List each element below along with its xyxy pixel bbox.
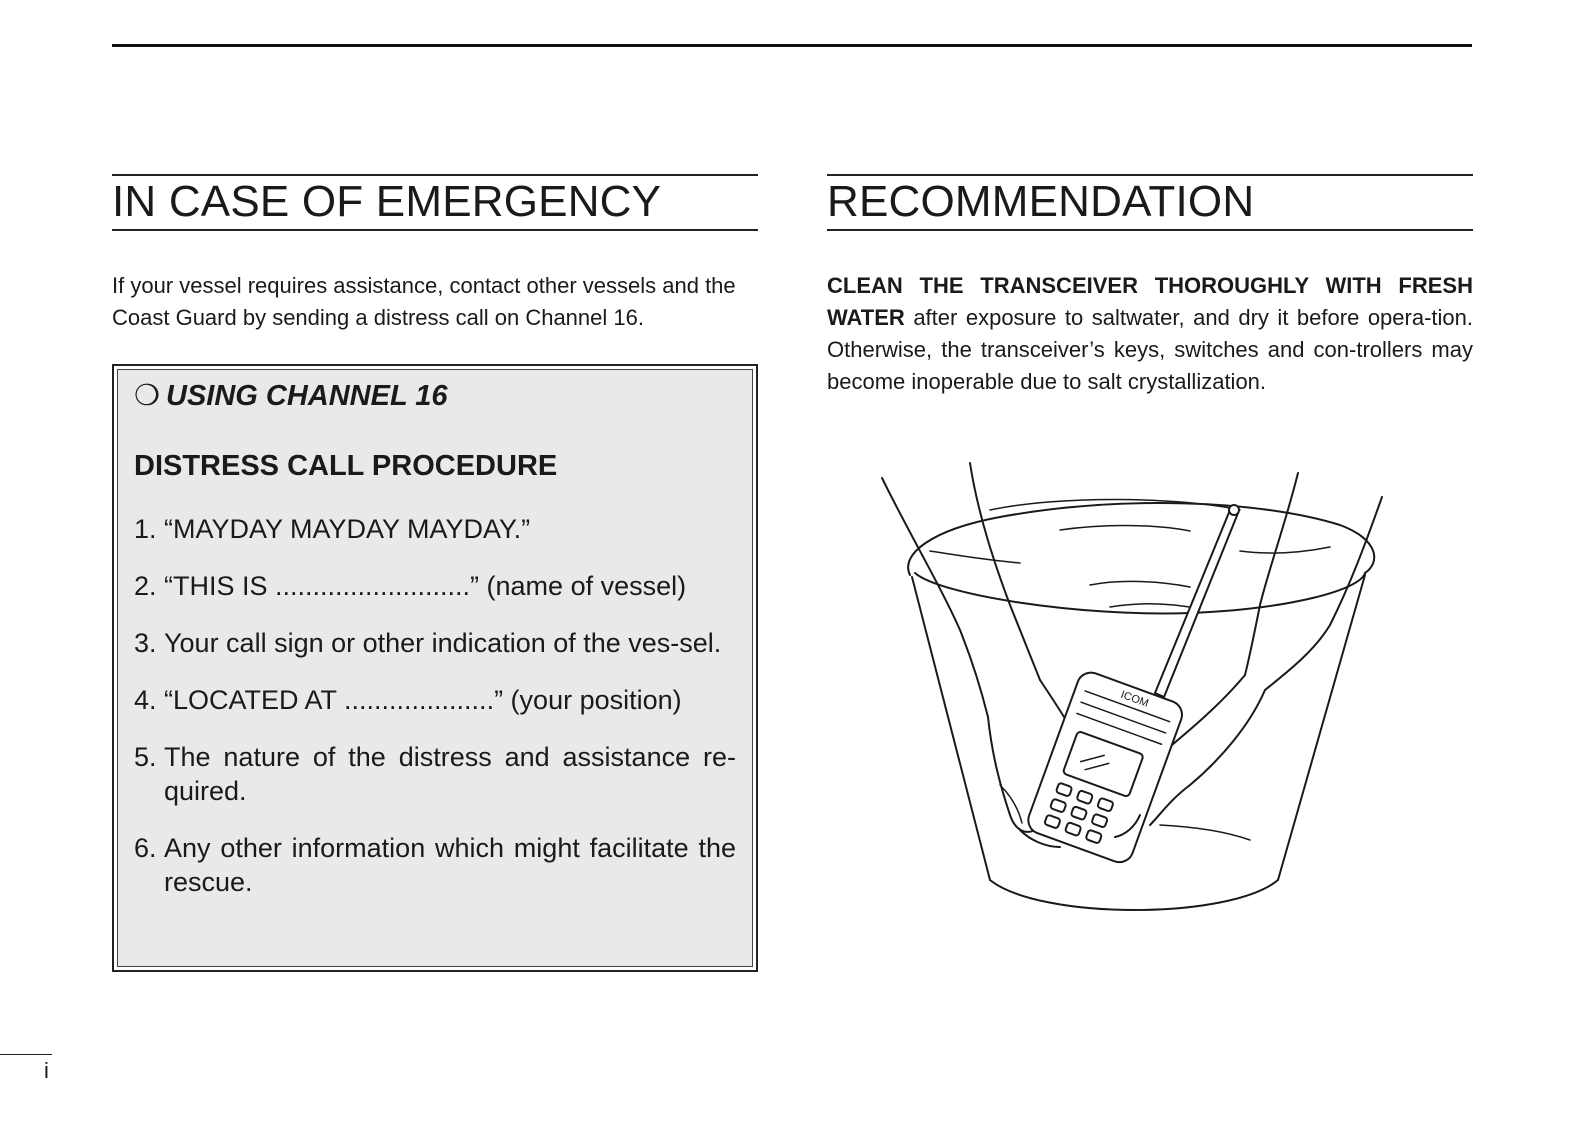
step-number: 6. (134, 833, 157, 863)
distress-procedure-heading: DISTRESS CALL PROCEDURE (134, 450, 558, 482)
step-text: “LOCATED AT ....................” (your position) (164, 685, 682, 715)
step-text: “MAYDAY MAYDAY MAYDAY.” (164, 514, 531, 544)
bucket-inner-line (1160, 825, 1250, 840)
bucket-right-wall (1278, 575, 1365, 880)
emergency-intro: If your vessel requires assistance, contact other vessels and the Coast Guard by sending a distress call on Channel 16. (112, 273, 736, 330)
water-line (1090, 581, 1190, 587)
emergency-title: IN CASE OF EMERGENCY (112, 174, 758, 231)
distress-call-box (112, 364, 758, 972)
list-item (134, 831, 736, 899)
recommendation-title: RECOMMENDATION (827, 174, 1473, 231)
left-arm (970, 463, 1040, 680)
step-number: 1. (134, 514, 157, 544)
page-number-rule (0, 1054, 52, 1055)
water-ripple (930, 551, 1020, 563)
list-item (134, 740, 736, 808)
transceiver-brand-label: ICOM (1119, 688, 1151, 710)
recommendation-bold-lead: CLEAN THE TRANSCEIVER THOROUGHLY WITH FRESH WATER (827, 273, 1473, 330)
right-arm (1245, 473, 1298, 675)
bucket-rim-inner (915, 573, 1365, 613)
left-arm (882, 478, 988, 717)
step-number: 2. (134, 571, 157, 601)
transceiver-washing-illustration (860, 455, 1420, 945)
water-ripple (1240, 547, 1330, 553)
transceiver (1024, 669, 1186, 866)
channel-16-heading (134, 376, 736, 416)
step-number: 4. (134, 685, 157, 715)
recommendation-text (827, 270, 1473, 398)
bucket-bottom (990, 880, 1278, 910)
page-number: i (44, 1058, 49, 1083)
distress-call-box-inner (117, 369, 753, 967)
step-text: Any other information which might facilitate the rescue. (164, 833, 736, 897)
transceiver-antenna (1155, 510, 1238, 697)
step-text: Your call sign or other indication of the ves-sel. (164, 628, 722, 658)
recommendation-body: after exposure to saltwater, and dry it before opera-tion. Otherwise, the transceiver’s keys, switches and con-trollers may become inoperable due to salt crystallization. (827, 305, 1473, 394)
bucket-body (908, 503, 1374, 575)
transceiver-antenna-tip (1229, 505, 1239, 515)
water-line (1060, 526, 1190, 531)
left-hand (988, 717, 1035, 832)
step-number: 3. (134, 628, 157, 658)
step-text: “THIS IS ..........................” (name of vessel) (164, 571, 687, 601)
circle-bullet-icon: ❍ (134, 380, 160, 412)
list-item (134, 626, 736, 660)
step-number: 5. (134, 742, 157, 772)
channel-16-heading-text: USING CHANNEL 16 (166, 380, 448, 412)
list-item (134, 569, 736, 603)
left-hand (1040, 680, 1064, 717)
water-line (1110, 604, 1200, 609)
bucket-left-wall (912, 577, 990, 880)
distress-steps-list (134, 512, 736, 899)
list-item (134, 512, 736, 546)
list-item (134, 683, 736, 717)
top-rule (112, 44, 1472, 47)
step-text: The nature of the distress and assistance re-quired. (164, 742, 736, 806)
